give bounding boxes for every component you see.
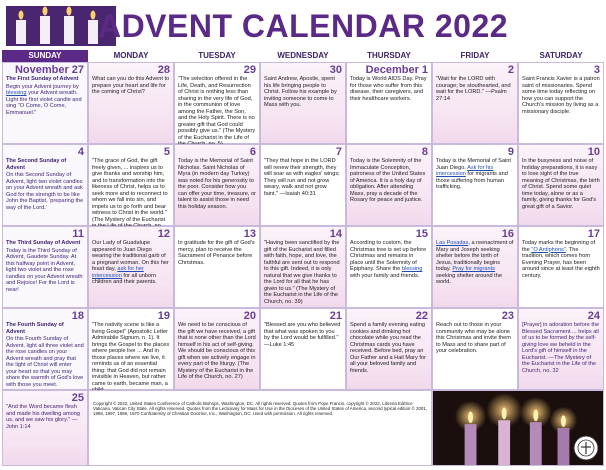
- day-number: 4: [77, 146, 84, 158]
- blessing-link[interactable]: blessing: [6, 90, 27, 96]
- weekday-header: [2, 50, 604, 62]
- day-text: "The selection offered in the Life, Death, and Resurrection of Christ is nothing less than sharing in the very life of God, in the communion of love among the Father, the Son, and the Holy Spirit. There is no greater gift that God could possibly give us." (The Mystery of the Eucharist in the Life of: [178, 76, 256, 141]
- blessing-link[interactable]: blessing: [401, 266, 423, 272]
- day-number: 28: [157, 64, 170, 76]
- day-cell-dec-21: [260, 308, 346, 390]
- copyright-text: Copyright © 2022, United States Conference of Catholic Bishops, Washington, DC. All rights reserved. Quotes from Pope Francis, copyright © 2022, Libreria Editrice Vaticana, Vatican City State. All rights reserved. Quotes from the Lectionary for Mass for Use in the Dioceses of the United States of America, second typical edition © 2001, 1998, 1997, 1986, 1970 Confraternity of Christian Doctrine, Inc., Washington, DC. Used with permission. All rights reserved.: [93, 401, 427, 417]
- day-cell-dec-23: [432, 308, 518, 390]
- day-cell-nov-30: [260, 62, 346, 144]
- day-number: 29: [243, 64, 256, 76]
- day-cell-nov-27: [2, 62, 88, 144]
- candles-photo: [432, 390, 604, 466]
- day-text: Our Lady of Guadalupe appeared to Juan Diego wearing the traditional garb of a pregnant woman. On this her feast day, ask for her intercession for all unborn children and their parents.: [92, 240, 169, 285]
- day-cell-dec-3: [518, 62, 604, 144]
- day-cell-dec-22: [346, 308, 432, 390]
- month-label: December: [365, 64, 419, 76]
- day-cell-nov-28: [88, 62, 174, 144]
- day-number: 2: [507, 64, 514, 76]
- day-text: Saint Andrew, Apostle, spent his life bringing people to Christ. Follow his example by inviting someone to come to Mass with you.: [264, 76, 337, 108]
- usccb-seal-icon: [573, 435, 599, 461]
- day-number: 16: [501, 228, 514, 240]
- day-cell-dec-20: [174, 308, 260, 390]
- day-cell-dec-18: [2, 308, 88, 390]
- day-cell-dec-14: [260, 226, 346, 308]
- day-number: 11: [72, 228, 84, 240]
- weekday-tuesday: TUESDAY: [198, 51, 236, 60]
- day-text: [Prayer] in adoration before the Blessed Sacrament ... helps all of us to be formed by the self-giving love we beheld in the Lord's gift of himself in the Eucharist. —The Mystery of the Eucharist in the Life of the Church, no. 32: [522, 322, 600, 374]
- day-number: 25: [71, 392, 84, 404]
- weekday-sunday: SUNDAY: [2, 50, 88, 62]
- day-number: 10: [587, 146, 600, 158]
- day-text: In gratitude for the gift of God's mercy, plan to receive the Sacrament of Penance before Christmas.: [178, 240, 255, 266]
- day-text: "And the Word became flesh and made his dwelling among us, and we saw his glory." —John 1:14: [6, 404, 81, 430]
- day-heading: The Third Sunday of Advent: [6, 240, 81, 246]
- day-text: Today is World AIDS Day. Pray for those who suffer from this disease, their caregivers, and their healthcare workers.: [350, 76, 427, 102]
- day-number: 18: [71, 310, 84, 322]
- day-text: In the busyness and noise of holiday preparations, it is easy to lose sight of the true meaning of Christmas, the birth of Christ. Spend some quiet time today, alone or as a family, giving thanks for God's great gift of a Savior.: [522, 158, 600, 210]
- page-title: ADVENT CALENDAR 2022: [97, 8, 509, 44]
- day-number: 20: [243, 310, 256, 322]
- day-number: 24: [587, 310, 600, 322]
- day-cell-dec-15: [346, 226, 432, 308]
- day-cell-dec-1: [346, 62, 432, 144]
- day-number: 22: [415, 310, 428, 322]
- day-text: "The nativity scene is like a living Gospel" (Apostolic Letter Admirabile Signum, n. 1). It brings the Gospel to the places where people live ... And in those places where we live, it reminds us of an essential thing: that God did not remain invisible in Heaven, but rather came to earth, became man, a: [92, 322, 170, 387]
- day-number: 19: [157, 310, 170, 322]
- copyright-panel: [88, 390, 432, 466]
- day-text: Today is the Solemnity of the Immaculate Conception, patroness of the United States of America. It is a holy day of obligation. After attending Mass, pray a decade of the Rosary for peace and justice.: [350, 158, 426, 203]
- day-text: "Wait for the LORD with courage; be stouthearted, and wait for the LORD." —Psalm 27:14: [436, 76, 511, 102]
- month-label: November: [14, 64, 69, 76]
- day-cell-dec-10: [518, 144, 604, 226]
- day-text: Spend a family evening eating cookies and drinking hot chocolate while you read the Christmas cards you have received. Before bed, pray an Our Father and a Hail Mary for all your beloved family and friends.: [350, 322, 426, 374]
- day-text: The First Sunday of Advent Begin your Advent journey by blessing your Advent wreath. Light the first violet candle and sing "O Come, O Come, Emmanuel.": [6, 76, 84, 116]
- day-cell-dec-24: [518, 308, 604, 390]
- day-text: Reach out to those in your community who may be alone this Christmas and invite them to Mass and to share part of your celebration.: [436, 322, 511, 354]
- day-cell-dec-5: [88, 144, 174, 226]
- day-number: 12: [157, 228, 170, 240]
- pray-for-migrants-link[interactable]: Pray for migrants: [452, 266, 495, 272]
- day-text: "The grace of God, the gift freely given, ... inspires us to give thanks and worship him, and to transformation into the likeness of Christ, helps us to seek more and to reconnect to whom we fall into sin, and impels us to go forth and bear witness to Christ in the world." (The Mystery of the Eucharist: [92, 158, 168, 223]
- day-text: "Having been sanctified by the gift of the Eucharist and filled with faith, hope, and love, the faithful are sent out to respond to this gift. Indeed, it is only natural that we give thanks to the Lord for all that he has given to us." (The Mystery of the Eucharist in the Life of the Church, no. 39): [264, 240, 340, 305]
- title-bar: [0, 0, 606, 52]
- intercession-link[interactable]: Ask for his intercession: [436, 164, 494, 177]
- day-cell-dec-8: [346, 144, 432, 226]
- weekday-saturday: SATURDAY: [539, 51, 583, 60]
- day-number: 21: [329, 310, 342, 322]
- day-text: Las Posadas, a reenactment of Mary and Joseph seeking shelter before the birth of Jesus, traditionally begins today. Pray for migrants seeking shelter around the world.: [436, 240, 514, 285]
- day-number: 13: [243, 228, 256, 240]
- day-number: 30: [329, 64, 342, 76]
- day-cell-dec-4: [2, 144, 88, 226]
- day-cell-dec-2: [432, 62, 518, 144]
- day-cell-nov-29: [174, 62, 260, 144]
- day-cell-dec-7: [260, 144, 346, 226]
- day-text: We need to be conscious of the gift we have received, a gift that is none other than the Lord himself in his act of self-giving. We should be conscious of this gift when we actively engage in every part of the liturgy. (The Mystery of the Eucharist in the Life of the Church, no. 27): [178, 322, 256, 380]
- intercession-link[interactable]: ask for her intercession: [92, 266, 144, 279]
- day-number: 9: [507, 146, 514, 158]
- day-cell-dec-9: [432, 144, 518, 226]
- day-cell-dec-13: [174, 226, 260, 308]
- day-cell-dec-17: [518, 226, 604, 308]
- day-cell-dec-25: [2, 390, 88, 466]
- day-number: 23: [501, 310, 514, 322]
- day-text: "They that hope in the LORD will renew their strength, they will soar as with eagles' wings; They will run and not grow weary, walk and not grow faint." —Isaiah 40:31: [264, 158, 340, 197]
- day-heading: The Second Sunday of Advent: [6, 158, 67, 171]
- day-number: 15: [415, 228, 428, 240]
- weekday-friday: FRIDAY: [460, 51, 490, 60]
- day-text: "Blessed are you who believed that what was spoken to you by the Lord would be fulfilled." —Luke 1:45: [264, 322, 341, 348]
- day-heading: The Fourth Sunday of Advent: [6, 322, 64, 335]
- day-text: Today is the Memorial of Saint Nicholas. Saint Nicholas of Myra (in modern day Turkey) was noted for his generosity to the poor. Consider how you can offer your time, treasure, or talent to assist those in need this holiday season.: [178, 158, 256, 210]
- day-cell-dec-16: [432, 226, 518, 308]
- day-text: The Second Sunday of Advent On this Second Sunday of Advent, light two violet candles on your Advent wreath and ask God for the strength to be like John the Baptist, 'preparing the way of the Lord.': [6, 158, 84, 211]
- day-number: 6: [249, 146, 256, 158]
- day-number: 5: [163, 146, 170, 158]
- o-antiphons-link[interactable]: "O Antiphons": [531, 246, 566, 253]
- day-cell-dec-11: [2, 226, 88, 308]
- weekday-monday: MONDAY: [113, 51, 149, 60]
- day-number: November 27: [14, 64, 84, 76]
- day-number: 8: [421, 146, 428, 158]
- day-text: Today marks the beginning of the "O Antiphons". The tradition, which comes from Evening Prayer, has been around since at least the eighth century.: [522, 240, 600, 279]
- day-text: Today is the Memorial of Saint Juan Diego. Ask for his intercession for migrants and those suffering from human trafficking.: [436, 158, 511, 190]
- weekday-thursday: THURSDAY: [367, 51, 411, 60]
- day-cell-dec-19: [88, 308, 174, 390]
- calendar-grid: [2, 62, 604, 466]
- day-number: 7: [335, 146, 342, 158]
- day-number: 14: [329, 228, 342, 240]
- day-number: December 1: [365, 64, 428, 76]
- day-text: The Third Sunday of Advent Today is the Third Sunday of Advent, Gaudete Sunday. At this halfway point in Advent, light two violet and the rose candles on your Advent wreath and Rejoice! For the Lord is near!: [6, 240, 83, 293]
- day-number: 3: [593, 64, 600, 76]
- day-text: What can you do this Advent to prepare your heart and life for the coming of Christ?: [92, 76, 170, 95]
- day-text: According to custom, the Christmas tree is set up before Christmas and remains in place until the Solemnity of Epiphany. Share the blessing with your family and friends.: [350, 240, 427, 279]
- day-cell-dec-6: [174, 144, 260, 226]
- day-text: Saint Francis Xavier is a patron saint of missionaries. Spend some time today reflecting on how you can support the Church's mission by living as a missionary disciple.: [522, 76, 600, 115]
- day-number: 17: [587, 228, 600, 240]
- day-text: The Fourth Sunday of Advent On this Fourth Sunday of Advent, light all three violet and the rose candles on your Advent wreath and pray that the light of Christ will enter your heart so that you may share the warmth of God's love with those you meet.: [6, 322, 84, 388]
- las-posadas-link[interactable]: Las Posadas: [436, 240, 469, 246]
- day-cell-dec-12: [88, 226, 174, 308]
- weekday-wednesday: WEDNESDAY: [277, 51, 329, 60]
- day-heading: The First Sunday of Advent: [6, 76, 79, 82]
